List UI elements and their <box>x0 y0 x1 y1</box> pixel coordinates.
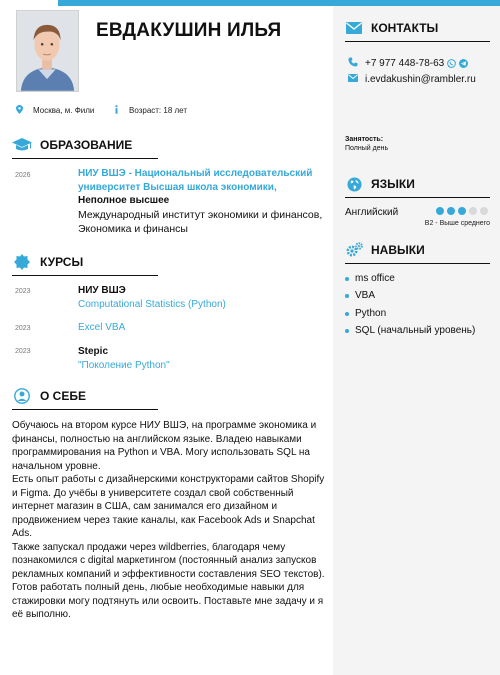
employment-label: Занятость: <box>345 136 384 143</box>
education-degree: Неполное высшее <box>78 195 170 206</box>
course-item <box>78 345 328 372</box>
skill-label: Python <box>355 308 387 319</box>
language-name: Английский <box>345 207 399 218</box>
user-icon <box>12 388 32 404</box>
skill-item <box>345 290 375 301</box>
age-info <box>114 105 187 116</box>
email-address[interactable]: i.evdakushin@rambler.ru <box>365 74 476 85</box>
course-year: 2023 <box>15 288 31 295</box>
globe-icon <box>345 176 363 192</box>
course-item <box>78 284 328 311</box>
graduation-cap-icon <box>12 137 32 153</box>
skills-heading <box>345 242 490 264</box>
course-item <box>78 321 328 335</box>
skill-item <box>345 308 386 319</box>
employment-info <box>345 136 388 152</box>
languages-heading <box>345 176 490 198</box>
education-heading <box>12 137 158 159</box>
phone-number[interactable]: +7 977 448-78-63 <box>365 58 445 69</box>
info-icon <box>114 105 119 116</box>
map-pin-icon <box>16 105 23 116</box>
skill-label: ms office <box>355 273 395 284</box>
about-text: Обучаюсь на втором курсе НИУ ВШЭ, на программе экономика и финансы, полностью на английском языке. Владею навыками программирования на Python и VBA. Могу использовать SQL на начальном уровне. Есть опыт работы с дизайнерскими конструкторами сайтов Shopify и Figma. До учёбы в университете создал свой собственный интернет магазин в США, сам занимался его дизайном и продвижением через такие каналы, как Facebook Ads и Snapchat Ads. Также запускал продажи через wildberries, благодаря чему познакомился с digital маркетингом (постоянный анализ запусков рекламных компаний и эффективности составления SEO текстов). Готов работать полный день, любые необходимые навыки для стажировки могу подтянуть или освоить. Поставьте мне задачу и я её выполню. <box>12 420 325 620</box>
language-level: B2 - Выше среднего <box>424 220 490 227</box>
employment-value: Полный день <box>345 145 389 152</box>
courses-title: КУРСЫ <box>40 255 84 269</box>
language-item <box>345 207 490 227</box>
badge-icon <box>12 254 32 270</box>
location-info <box>16 105 94 116</box>
contacts-heading <box>345 20 490 42</box>
education-title: ОБРАЗОВАНИЕ <box>40 138 133 152</box>
phone-contact[interactable] <box>347 57 468 70</box>
contacts-title: КОНТАКТЫ <box>371 21 439 35</box>
languages-title: ЯЗЫКИ <box>371 177 415 191</box>
course-name: Excel VBA <box>78 322 126 333</box>
course-year: 2023 <box>15 325 31 332</box>
skill-label: VBA <box>355 290 376 301</box>
education-university: НИУ ВШЭ - Национальный исследовательский университет Высшая школа экономики, <box>78 168 313 193</box>
course-name: "Поколение Python" <box>78 359 170 371</box>
about-title: О СЕБЕ <box>40 389 86 403</box>
sidebar-column <box>333 6 500 675</box>
language-level-dots <box>436 207 488 215</box>
course-name: Computational Statistics (Python) <box>78 298 226 310</box>
whatsapp-icon[interactable] <box>447 59 456 68</box>
location-text: Москва, м. Фили <box>33 106 95 115</box>
candidate-name: ЕВДАКУШИН ИЛЬЯ <box>96 20 282 41</box>
course-org: НИУ ВШЭ <box>78 285 126 296</box>
course-year: 2023 <box>15 348 31 355</box>
gears-icon <box>345 242 363 258</box>
envelope-icon <box>347 74 359 85</box>
profile-photo <box>16 10 79 92</box>
skill-item <box>345 273 395 284</box>
skills-title: НАВЫКИ <box>371 243 425 257</box>
skill-label: SQL (начальный уровень) <box>355 325 476 336</box>
phone-icon <box>347 57 359 70</box>
education-year: 2026 <box>15 172 31 179</box>
telegram-icon[interactable] <box>459 59 468 68</box>
envelope-icon <box>345 20 363 36</box>
education-faculty: Международный институт экономики и финансов, Экономика и финансы <box>78 208 323 235</box>
skill-item <box>345 325 475 336</box>
course-org: Stepic <box>78 346 109 357</box>
email-contact[interactable] <box>347 74 476 85</box>
age-text: Возраст: 18 лет <box>129 106 188 115</box>
courses-heading <box>12 254 158 276</box>
education-entry <box>78 167 328 236</box>
about-heading <box>12 388 158 410</box>
